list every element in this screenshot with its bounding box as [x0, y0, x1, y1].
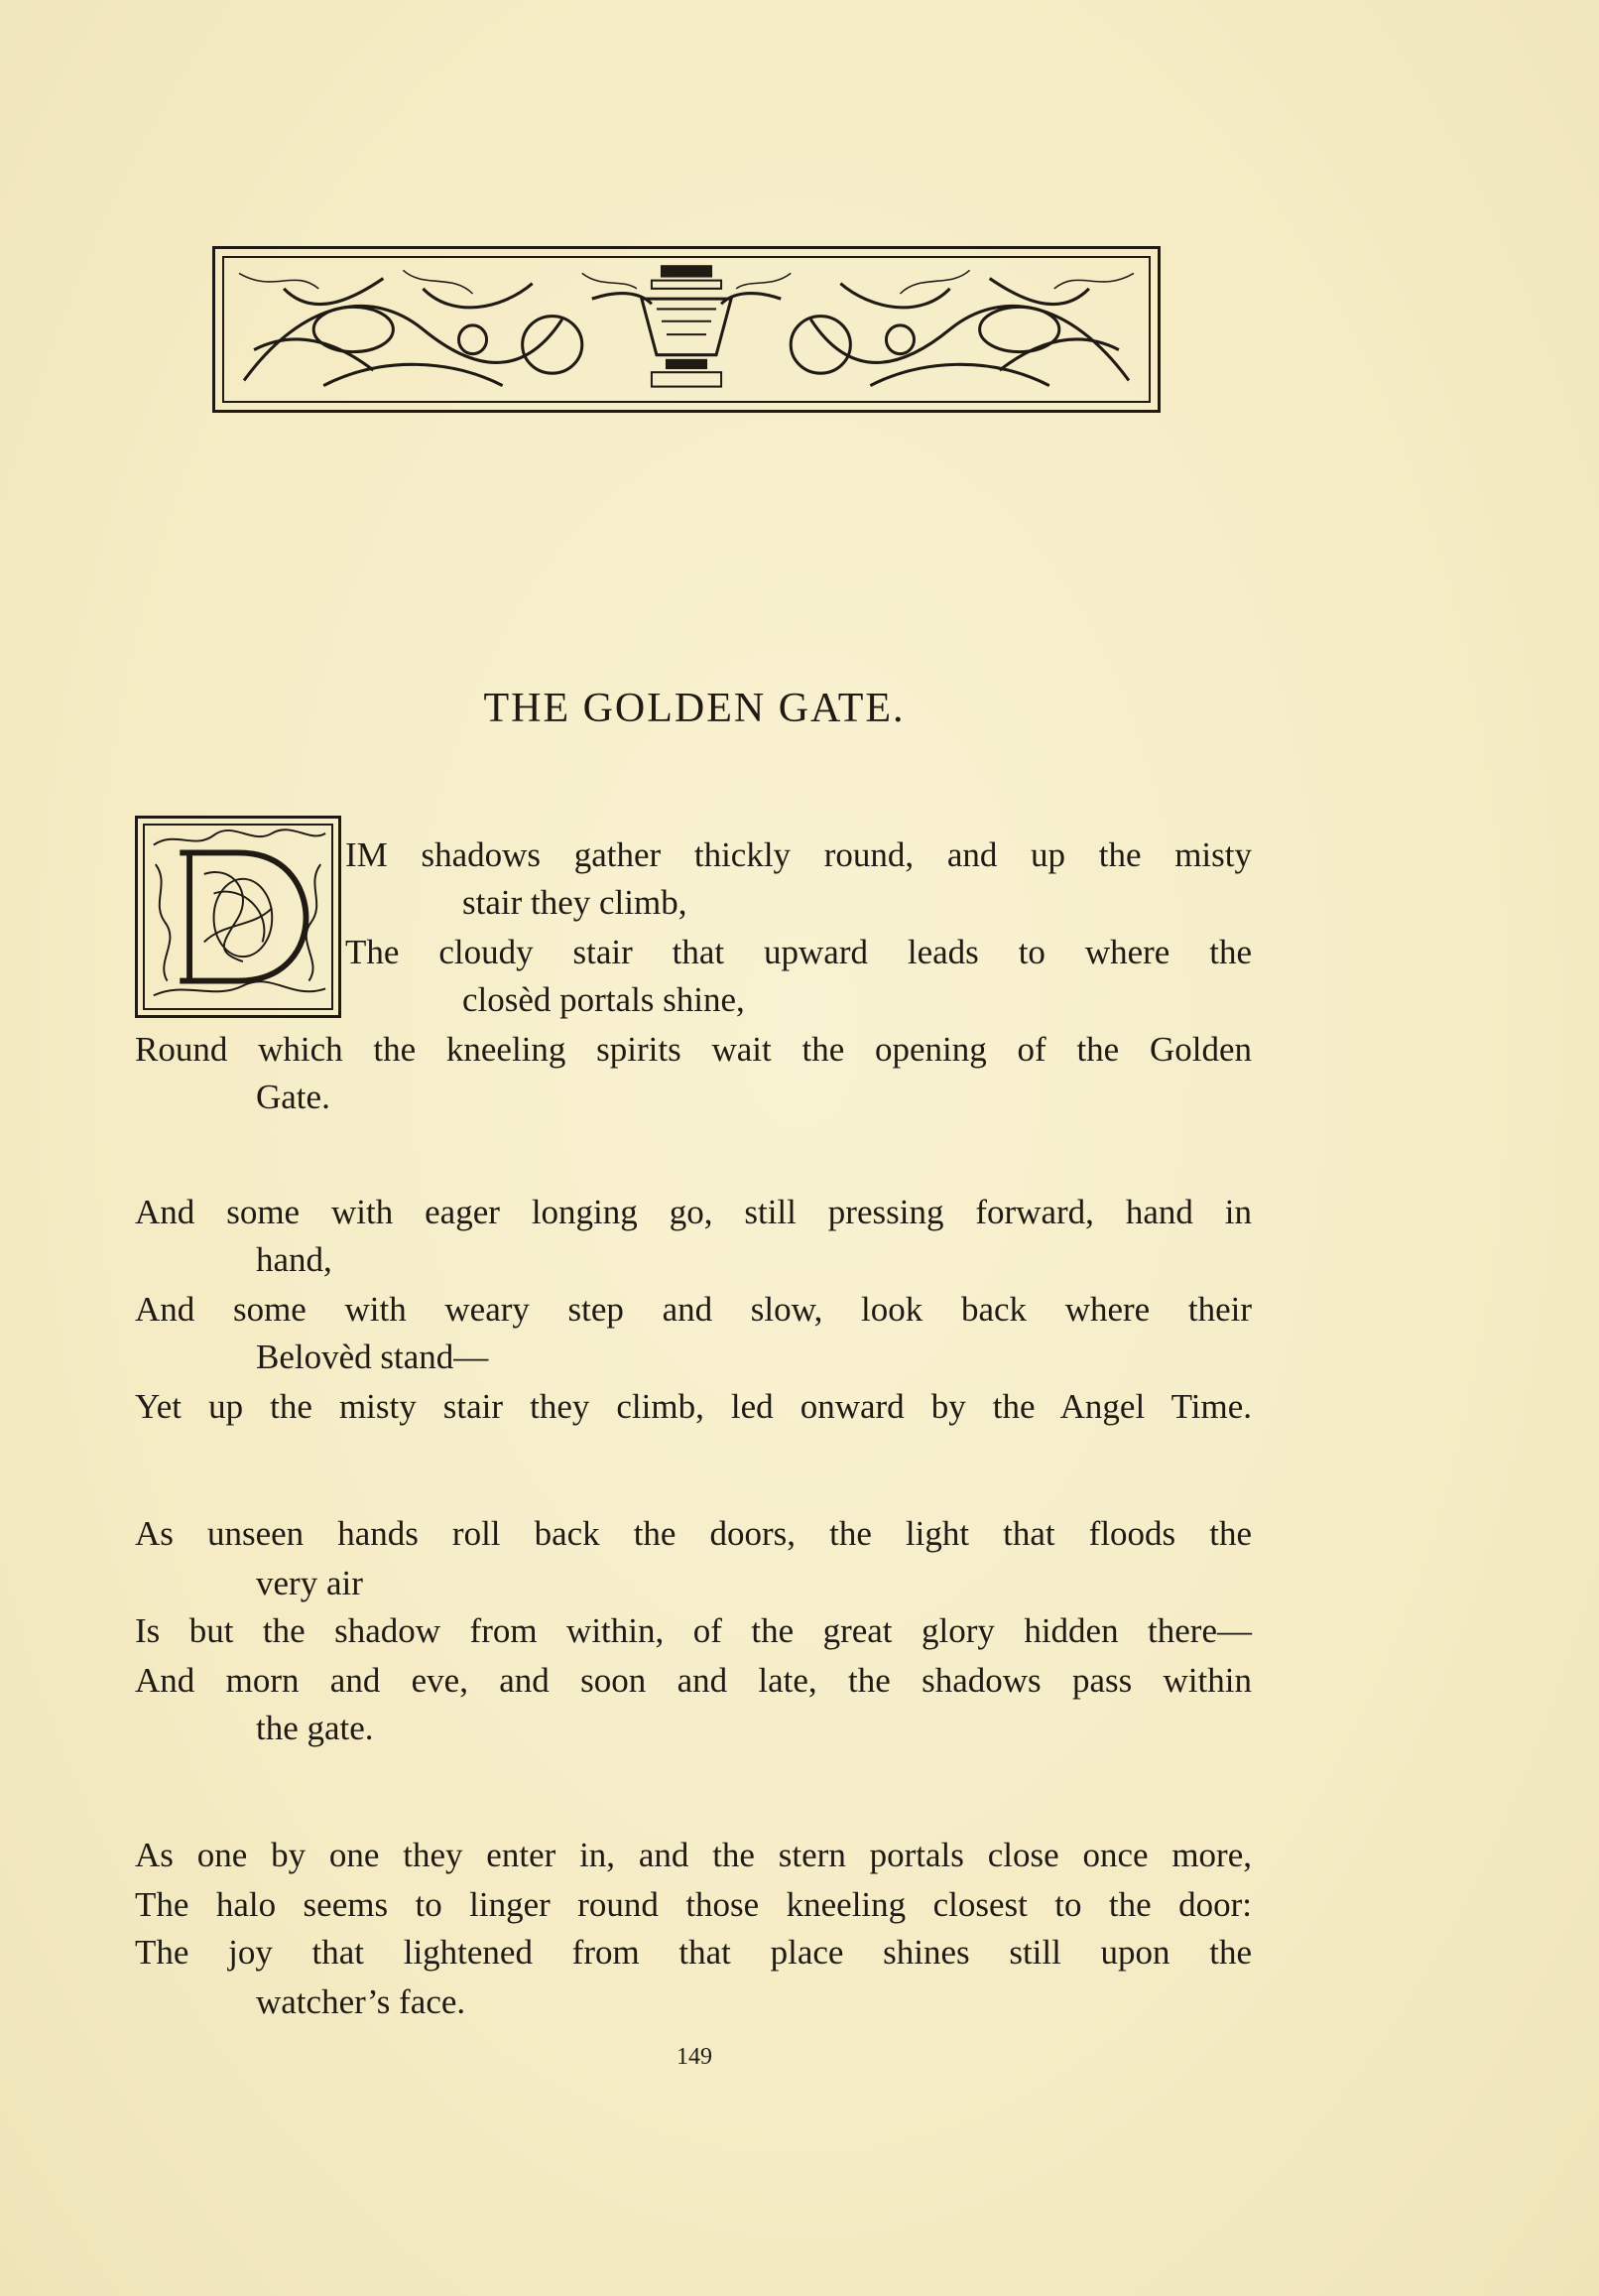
poem-line: Yet up the misty stair they climb, led onward by the Angel Time.	[135, 1387, 1252, 1426]
poem-line: hand,	[256, 1240, 332, 1279]
poem-line: Belovèd stand—	[256, 1338, 489, 1376]
poem-line: Round which the kneeling spirits wait the opening of the Golden	[135, 1030, 1252, 1069]
floral-vase-ornament-icon	[224, 258, 1149, 401]
dropcap-initial	[135, 816, 341, 1018]
poem-line: stair they climb,	[462, 883, 687, 922]
poem-line: IM shadows gather thickly round, and up the misty	[345, 835, 1252, 874]
dropcap-letter-d-icon	[145, 826, 331, 1008]
poem-line: the gate.	[256, 1709, 374, 1747]
poem-line: very air	[256, 1564, 363, 1602]
poem-line: The joy that lightened from that place shines still upon the	[135, 1933, 1252, 1972]
poem-line: And some with weary step and slow, look back where their	[135, 1290, 1252, 1329]
poem-line: Gate.	[256, 1078, 330, 1116]
poem-line: The halo seems to linger round those kneeling closest to the door:	[135, 1885, 1252, 1924]
ornamental-headpiece	[212, 246, 1161, 413]
poem-line: And some with eager longing go, still pressing forward, hand in	[135, 1193, 1252, 1231]
page-number: 149	[676, 2044, 712, 2070]
poem-line: And morn and eve, and soon and late, the shadows pass within	[135, 1661, 1252, 1700]
poem-line: As one by one they enter in, and the stern portals close once more,	[135, 1836, 1252, 1874]
poem-line: As unseen hands roll back the doors, the light that floods the	[135, 1514, 1252, 1553]
poem-line: Is but the shadow from within, of the great glory hidden there—	[135, 1611, 1252, 1650]
poem-line: closèd portals shine,	[462, 980, 745, 1019]
page-title: THE GOLDEN GATE.	[483, 686, 906, 731]
poem-line: watcher’s face.	[256, 1982, 466, 2021]
poem-line: The cloudy stair that upward leads to where the	[345, 933, 1252, 971]
